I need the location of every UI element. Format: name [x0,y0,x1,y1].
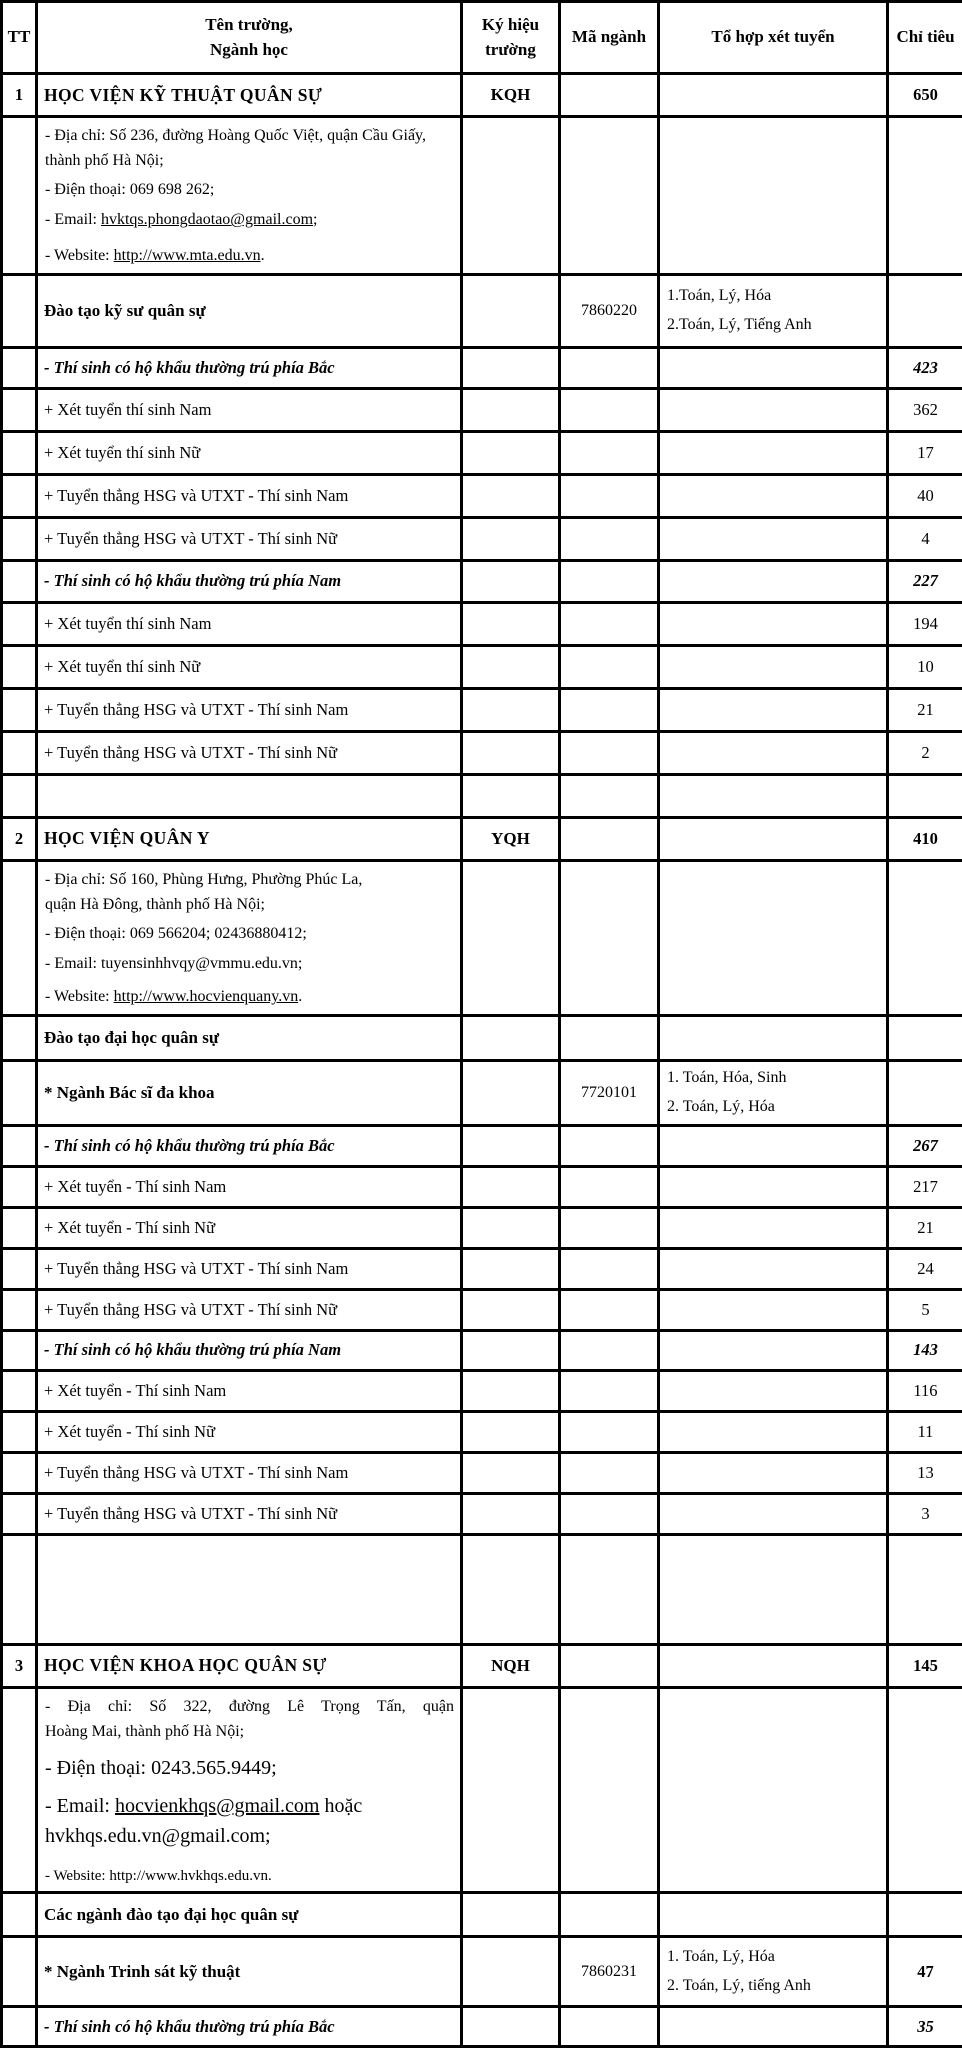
cell-school-symbol [462,1452,560,1493]
combo-line: 2. Toán, Lý, Hóa [667,1093,880,1122]
cell-major-code [560,1493,659,1534]
cell-major-code [560,1248,659,1289]
address-text: ; [313,211,317,228]
table-row [2,645,962,688]
cell-quota [888,1893,962,1937]
cell-quota: 267 [888,1125,962,1166]
cell-school-symbol [462,1370,560,1411]
table-row [2,347,962,388]
cell-school-symbol [462,1411,560,1452]
address-text: - Địa chỉ: Số 236, đường Hoàng Quốc Việt, quận Cầu Giấy, thành phố Hà Nội; [45,127,426,169]
address-text: - Email: [45,1795,115,1817]
cell-quota: 10 [888,645,962,688]
cell-quota: 21 [888,1207,962,1248]
cell-tt [2,431,37,474]
cell-school-symbol [462,731,560,774]
combo-line: 1. Toán, Hóa, Sinh [667,1064,880,1093]
cell-tt [2,347,37,388]
cell-admission-combo [659,1166,888,1207]
cell-quota: 5 [888,1289,962,1330]
cell-school-symbol: YQH [462,817,560,860]
cell-name: * Ngành Trinh sát kỹ thuật [37,1937,462,2007]
cell-quota: 2 [888,731,962,774]
table-row [2,731,962,774]
address-text: - Website: [45,247,114,264]
cell-quota: 21 [888,688,962,731]
cell-major-code [560,74,659,117]
cell-school-symbol [462,1493,560,1534]
cell-admission-combo [659,1370,888,1411]
cell-quota: 13 [888,1452,962,1493]
cell-quota: 3 [888,1493,962,1534]
cell-admission-combo [659,817,888,860]
table-row [2,1330,962,1370]
table-row [2,1125,962,1166]
cell-tt [2,2007,37,2047]
cell-name: Đào tạo đại học quân sự [37,1015,462,1060]
table-row [2,431,962,474]
cell-admission-combo [659,74,888,117]
cell-quota: 35 [888,2007,962,2047]
cell-major-code: 7860231 [560,1937,659,2007]
column-header-text: TT [5,25,33,50]
cell-quota [888,1687,962,1892]
cell-quota [888,860,962,1015]
cell-tt [2,731,37,774]
cell-quota: 650 [888,74,962,117]
cell-quota [888,274,962,347]
cell-quota: 227 [888,560,962,602]
cell-admission-combo [659,1289,888,1330]
cell-name: + Xét tuyển thí sinh Nam [37,388,462,431]
cell-school-symbol [462,1060,560,1125]
cell-tt [2,388,37,431]
address-line [45,922,454,947]
cell-admission-combo [659,645,888,688]
cell-quota: 410 [888,817,962,860]
address-text: - Website: http://www.hvkhqs.edu.vn. [45,1868,272,1884]
cell-name: + Xét tuyển - Thí sinh Nam [37,1370,462,1411]
cell-quota: 24 [888,1248,962,1289]
cell-name: - Thí sinh có hộ khẩu thường trú phía Bắc [37,347,462,388]
address-line [45,952,454,977]
cell-school-symbol [462,560,560,602]
table-row [2,817,962,860]
cell-tt [2,1015,37,1060]
address-line [45,178,454,203]
cell-school-symbol: KQH [462,74,560,117]
cell-school-symbol [462,1289,560,1330]
cell-admission-combo [659,1534,888,1644]
cell-school-symbol [462,517,560,560]
table-row [2,1937,962,2007]
cell-name: + Xét tuyển - Thí sinh Nam [37,1166,462,1207]
cell-name: + Tuyển thẳng HSG và UTXT - Thí sinh Nam [37,474,462,517]
cell-tt [2,645,37,688]
cell-major-code [560,645,659,688]
cell-tt [2,1248,37,1289]
cell-name: + Tuyển thẳng HSG và UTXT - Thí sinh Nam [37,1248,462,1289]
cell-major-code [560,860,659,1015]
cell-tt [2,860,37,1015]
column-header-text: Tên trường, [40,13,458,38]
cell-admission-combo [659,1893,888,1937]
table-row [2,388,962,431]
cell-admission-combo [659,517,888,560]
column-header-text: Chỉ tiêu [891,25,960,50]
table-row [2,1248,962,1289]
address-line [45,1791,454,1851]
column-header-code [560,2,659,74]
cell-school-symbol [462,474,560,517]
address-line [45,124,454,174]
cell-school-symbol [462,774,560,817]
cell-name [37,1534,462,1644]
combo-line: 1. Toán, Lý, Hóa [667,1943,880,1972]
cell-tt: 1 [2,74,37,117]
cell-school-symbol [462,2007,560,2047]
cell-admission-combo [659,274,888,347]
address-text: - Địa chỉ: Số 322, đường Lê Trọng Tấn, quận [45,1698,454,1715]
cell-major-code [560,1893,659,1937]
cell-name: + Tuyển thẳng HSG và UTXT - Thí sinh Nam [37,688,462,731]
address-line [45,868,454,893]
combo-line: 2. Toán, Lý, tiếng Anh [667,1972,880,2001]
cell-tt [2,1493,37,1534]
combo-line: 1.Toán, Lý, Hóa [667,282,880,311]
cell-quota: 116 [888,1370,962,1411]
table-row [2,602,962,645]
cell-name: HỌC VIỆN KỸ THUẬT QUÂN SỰ [37,74,462,117]
cell-major-code [560,602,659,645]
cell-major-code [560,1370,659,1411]
cell-school-symbol [462,1248,560,1289]
cell-major-code [560,517,659,560]
cell-major-code [560,688,659,731]
cell-admission-combo [659,1060,888,1125]
cell-quota [888,774,962,817]
column-header-text: Tổ hợp xét tuyển [662,25,884,50]
cell-name: + Xét tuyển - Thí sinh Nữ [37,1207,462,1248]
cell-name: + Tuyển thẳng HSG và UTXT - Thí sinh Nữ [37,1289,462,1330]
cell-name [37,860,462,1015]
cell-school-symbol [462,645,560,688]
address-text: . [261,247,265,264]
cell-major-code [560,1330,659,1370]
column-header-symbol [462,2,560,74]
cell-major-code [560,1644,659,1687]
cell-school-symbol [462,274,560,347]
table-row [2,117,962,275]
cell-admission-combo [659,1493,888,1534]
cell-name: + Xét tuyển thí sinh Nam [37,602,462,645]
table-row [2,1534,962,1644]
cell-admission-combo [659,560,888,602]
table-row [2,860,962,1015]
cell-school-symbol [462,388,560,431]
address-line [45,1753,454,1783]
column-header-text: Ký hiệu [465,13,556,38]
cell-tt [2,1166,37,1207]
cell-tt [2,1937,37,2007]
address-line [45,1865,454,1888]
cell-name: + Xét tuyển thí sinh Nữ [37,645,462,688]
cell-major-code [560,117,659,275]
website-link[interactable]: http://www.mta.edu.vn [114,247,261,264]
cell-quota: 423 [888,347,962,388]
cell-admission-combo [659,1644,888,1687]
cell-major-code [560,347,659,388]
cell-school-symbol [462,1893,560,1937]
cell-school-symbol [462,1015,560,1060]
address-text: - Điện thoại: 069 566204; 02436880412; [45,925,307,942]
cell-school-symbol [462,1125,560,1166]
cell-tt [2,1207,37,1248]
cell-name: + Tuyển thẳng HSG và UTXT - Thí sinh Nữ [37,731,462,774]
cell-name: HỌC VIỆN KHOA HỌC QUÂN SỰ [37,1644,462,1687]
address-text: - Điện thoại: 069 698 262; [45,181,214,198]
cell-quota: 362 [888,388,962,431]
cell-school-symbol [462,1330,560,1370]
address-text: . [298,988,302,1005]
cell-school-symbol [462,1166,560,1207]
cell-school-symbol [462,1207,560,1248]
cell-major-code [560,1015,659,1060]
combo-line: 2.Toán, Lý, Tiếng Anh [667,311,880,340]
column-header-quota [888,2,962,74]
email-link[interactable]: hvktqs.phongdaotao@gmail.com [101,211,313,228]
cell-admission-combo [659,1125,888,1166]
cell-admission-combo [659,1452,888,1493]
table-row [2,1893,962,1937]
address-text: - Địa chỉ: Số 160, Phùng Hưng, Phường Phúc La, [45,871,362,888]
cell-name: - Thí sinh có hộ khẩu thường trú phía Nam [37,560,462,602]
column-header-name [37,2,462,74]
table-row [2,517,962,560]
cell-admission-combo [659,1330,888,1370]
cell-quota: 11 [888,1411,962,1452]
cell-name [37,117,462,275]
address-line [45,893,454,918]
cell-major-code [560,560,659,602]
column-header-text: trường [465,38,556,63]
cell-school-symbol [462,1937,560,2007]
cell-name [37,1687,462,1892]
address-line [45,1720,454,1745]
cell-major-code [560,731,659,774]
column-header-text: Ngành học [40,38,458,63]
cell-tt [2,688,37,731]
address-line [45,1695,454,1720]
cell-tt: 2 [2,817,37,860]
cell-school-symbol [462,431,560,474]
column-header-tt [2,2,37,74]
table-row [2,1370,962,1411]
address-text: - Email: tuyensinhhvqy@vmmu.edu.vn; [45,955,302,972]
table-row [2,1060,962,1125]
cell-major-code [560,1534,659,1644]
cell-tt [2,1534,37,1644]
table-header-row [2,2,962,74]
table-row [2,474,962,517]
cell-admission-combo [659,431,888,474]
cell-major-code [560,1289,659,1330]
cell-admission-combo [659,1248,888,1289]
cell-major-code [560,431,659,474]
cell-admission-combo [659,731,888,774]
cell-admission-combo [659,347,888,388]
cell-school-symbol [462,347,560,388]
email-link[interactable]: hocvienkhqs@gmail.com [115,1795,320,1817]
cell-admission-combo [659,117,888,275]
cell-school-symbol [462,688,560,731]
cell-quota: 17 [888,431,962,474]
cell-tt [2,1289,37,1330]
cell-quota [888,1015,962,1060]
address-text: - Điện thoại: 0243.565.9449; [45,1757,277,1779]
table-row [2,1687,962,1892]
cell-major-code [560,388,659,431]
cell-quota [888,1534,962,1644]
cell-quota [888,1060,962,1125]
cell-name: + Xét tuyển thí sinh Nữ [37,431,462,474]
cell-tt [2,517,37,560]
cell-tt [2,474,37,517]
table-row [2,1166,962,1207]
cell-quota: 194 [888,602,962,645]
cell-school-symbol [462,602,560,645]
cell-major-code [560,1125,659,1166]
table-row [2,1015,962,1060]
column-header-combo [659,2,888,74]
cell-tt [2,1370,37,1411]
address-text: quận Hà Đông, thành phố Hà Nội; [45,896,265,913]
cell-quota: 145 [888,1644,962,1687]
cell-admission-combo [659,774,888,817]
table-row [2,1207,962,1248]
cell-quota: 217 [888,1166,962,1207]
table-row [2,560,962,602]
address-line [45,244,454,269]
cell-major-code: 7860220 [560,274,659,347]
cell-quota: 4 [888,517,962,560]
cell-tt [2,1452,37,1493]
cell-tt [2,1687,37,1892]
table-row [2,274,962,347]
cell-admission-combo [659,860,888,1015]
cell-school-symbol [462,860,560,1015]
address-text: - Website: [45,988,114,1005]
table-row [2,2007,962,2047]
cell-major-code [560,1207,659,1248]
cell-admission-combo [659,2007,888,2047]
table-row [2,74,962,117]
cell-name: + Tuyển thẳng HSG và UTXT - Thí sinh Nam [37,1452,462,1493]
cell-name: - Thí sinh có hộ khẩu thường trú phía Bắc [37,2007,462,2047]
table-row [2,1493,962,1534]
table-row [2,774,962,817]
cell-admission-combo [659,1207,888,1248]
cell-tt [2,560,37,602]
cell-tt [2,774,37,817]
cell-major-code: 7720101 [560,1060,659,1125]
column-header-text: Mã ngành [563,25,655,50]
cell-name: - Thí sinh có hộ khẩu thường trú phía Nam [37,1330,462,1370]
cell-major-code [560,1166,659,1207]
website-link[interactable]: http://www.hocvienquany.vn [114,988,299,1005]
table-row [2,1452,962,1493]
cell-name: HỌC VIỆN QUÂN Y [37,817,462,860]
cell-admission-combo [659,1411,888,1452]
cell-admission-combo [659,388,888,431]
cell-tt [2,1330,37,1370]
cell-name: * Ngành Bác sĩ đa khoa [37,1060,462,1125]
cell-name: - Thí sinh có hộ khẩu thường trú phía Bắc [37,1125,462,1166]
cell-tt [2,1411,37,1452]
address-text: hoặc hvkhqs.edu.vn@gmail.com; [45,1795,362,1847]
cell-school-symbol [462,1534,560,1644]
cell-name [37,774,462,817]
cell-quota: 40 [888,474,962,517]
table-row [2,688,962,731]
address-text: Hoàng Mai, thành phố Hà Nội; [45,1723,244,1740]
cell-tt [2,1125,37,1166]
cell-major-code [560,1687,659,1892]
cell-school-symbol [462,1687,560,1892]
address-line [45,208,454,233]
table-row [2,1644,962,1687]
cell-quota [888,117,962,275]
cell-quota: 143 [888,1330,962,1370]
cell-name: + Xét tuyển - Thí sinh Nữ [37,1411,462,1452]
address-text: - Email: [45,211,101,228]
address-line [45,985,454,1010]
cell-tt [2,602,37,645]
cell-admission-combo [659,602,888,645]
cell-school-symbol: NQH [462,1644,560,1687]
cell-major-code [560,474,659,517]
cell-major-code [560,817,659,860]
cell-tt [2,1893,37,1937]
cell-tt [2,1060,37,1125]
cell-major-code [560,1411,659,1452]
cell-major-code [560,2007,659,2047]
table-row [2,1411,962,1452]
cell-name: Các ngành đào tạo đại học quân sự [37,1893,462,1937]
cell-name: Đào tạo kỹ sư quân sự [37,274,462,347]
cell-admission-combo [659,1015,888,1060]
cell-tt [2,274,37,347]
cell-admission-combo [659,1937,888,2007]
cell-name: + Tuyển thẳng HSG và UTXT - Thí sinh Nữ [37,517,462,560]
cell-name: + Tuyển thẳng HSG và UTXT - Thí sinh Nữ [37,1493,462,1534]
cell-major-code [560,774,659,817]
cell-tt [2,117,37,275]
table-row [2,1289,962,1330]
cell-admission-combo [659,688,888,731]
cell-admission-combo [659,474,888,517]
cell-school-symbol [462,117,560,275]
cell-tt: 3 [2,1644,37,1687]
cell-major-code [560,1452,659,1493]
cell-admission-combo [659,1687,888,1892]
cell-quota: 47 [888,1937,962,2007]
